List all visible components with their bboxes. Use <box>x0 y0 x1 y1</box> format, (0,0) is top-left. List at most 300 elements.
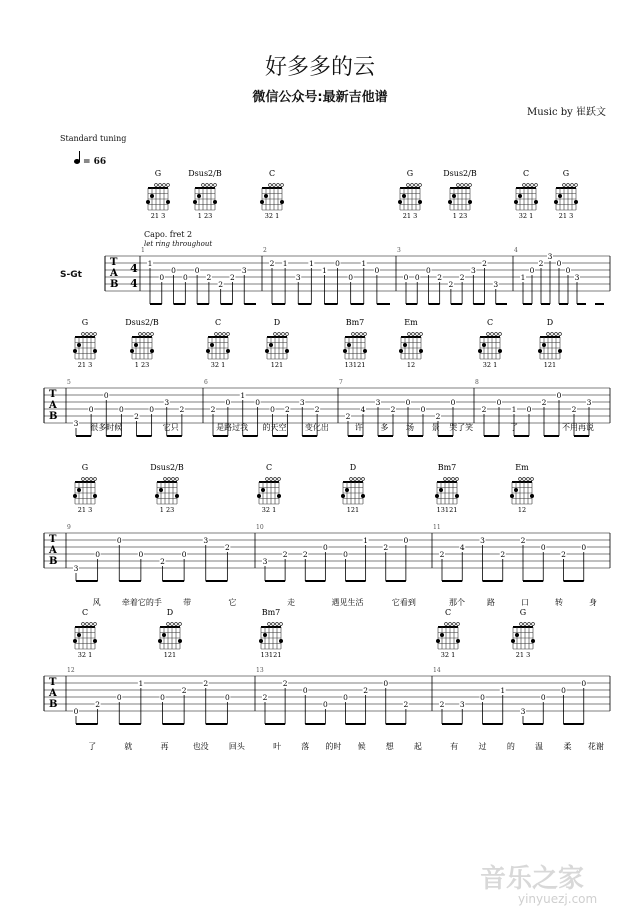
finger-dot <box>93 494 97 498</box>
fret-number: 0 <box>116 536 122 545</box>
chord-name: Bm7 <box>437 463 457 472</box>
finger-dot <box>448 200 452 204</box>
finger-dot <box>514 488 518 492</box>
lyric-syllable: 它看到 <box>391 598 416 607</box>
finger-dot <box>77 343 81 347</box>
finger-dot <box>261 488 265 492</box>
chord-name: D <box>349 463 357 472</box>
chord-name: D <box>273 318 281 327</box>
finger-dot <box>134 343 138 347</box>
finger-dot <box>455 494 459 498</box>
open-string-marker <box>82 333 85 336</box>
open-string-marker <box>519 478 522 481</box>
open-string-marker <box>90 478 93 481</box>
lyric-syllable: 的 <box>506 742 515 751</box>
finger-dot <box>347 343 351 347</box>
fret-number: 1 <box>511 405 517 414</box>
chord-fingering: 32 1 <box>77 651 93 659</box>
fret-number: 2 <box>435 412 441 421</box>
open-string-marker <box>448 478 451 481</box>
open-string-marker <box>210 184 213 187</box>
open-string-marker <box>415 184 418 187</box>
fret-number: 2 <box>561 550 566 559</box>
open-string-marker <box>523 184 526 187</box>
open-string-marker <box>227 333 230 336</box>
fret-number: 0 <box>118 405 124 414</box>
chord-fingering: 32 1 <box>482 361 498 369</box>
fret-number: 1 <box>147 259 153 268</box>
lyric-syllable: 很多时候 <box>90 423 123 432</box>
lyric-syllable: 它 <box>228 598 237 607</box>
fret-number: 2 <box>224 543 230 552</box>
finger-dot <box>482 343 486 347</box>
open-string-marker <box>268 623 271 626</box>
finger-dot <box>498 349 502 353</box>
chord-fingering: 13121 <box>436 506 458 514</box>
fret-number: 2 <box>179 405 185 414</box>
fret-number: 3 <box>375 398 381 407</box>
measure-number: 14 <box>433 667 441 674</box>
chord-name: G <box>154 169 162 178</box>
open-string-marker <box>286 333 289 336</box>
tuning-label: Standard tuning <box>60 134 127 143</box>
fret-number: 2 <box>206 273 212 282</box>
fret-number: 1 <box>322 266 327 275</box>
open-string-marker <box>219 333 222 336</box>
chord-fingering: 32 1 <box>264 212 280 220</box>
open-string-marker <box>176 478 179 481</box>
fret-number: 0 <box>149 405 155 414</box>
chord-fingering: 12 <box>517 506 527 514</box>
fret-number: 0 <box>138 550 144 559</box>
open-string-marker <box>407 184 410 187</box>
chord-fingering: 21 3 <box>402 212 418 220</box>
lyric-syllable: 了 <box>510 423 518 432</box>
tab-clef-letter: B <box>49 699 58 710</box>
measure-number: 3 <box>397 247 401 254</box>
lyric-syllable: 走 <box>287 598 296 607</box>
finger-dot <box>264 194 268 198</box>
fret-number: 2 <box>181 686 187 695</box>
open-string-marker <box>274 478 277 481</box>
let-ring-label: let ring throughout <box>144 240 213 248</box>
finger-dot <box>514 200 518 204</box>
fret-number: 2 <box>282 679 288 688</box>
fret-number: 0 <box>556 391 562 400</box>
finger-dot <box>398 200 402 204</box>
tab-clef-letter: A <box>49 545 57 556</box>
measure-number: 9 <box>67 524 71 531</box>
fret-number: 3 <box>299 398 305 407</box>
open-string-marker <box>364 333 367 336</box>
fret-number: 3 <box>520 707 526 716</box>
finger-dot <box>403 343 407 347</box>
finger-dot <box>130 349 134 353</box>
song-title: 好多多的云 <box>264 55 375 80</box>
fret-number: 0 <box>581 679 587 688</box>
chord-fingering: 13121 <box>344 361 366 369</box>
fret-number: 3 <box>459 700 465 709</box>
time-signature-top: 4 <box>130 262 138 275</box>
finger-dot <box>155 494 159 498</box>
tempo-value: = 66 <box>83 157 107 167</box>
fret-number: 0 <box>194 266 200 275</box>
fret-number: 0 <box>255 398 261 407</box>
fret-number: 0 <box>181 550 187 559</box>
fret-number: 2 <box>439 700 445 709</box>
fret-number: 2 <box>269 259 275 268</box>
finger-dot <box>285 349 289 353</box>
fret-number: 2 <box>448 280 454 289</box>
fret-number: 2 <box>541 398 547 407</box>
lyric-syllable: 带 <box>183 598 192 607</box>
fret-number: 0 <box>480 693 485 702</box>
open-string-marker <box>445 623 448 626</box>
fret-number: 1 <box>138 679 144 688</box>
chord-fingering: 121 <box>543 361 557 369</box>
open-string-marker <box>453 623 456 626</box>
tab-clef-letter: T <box>49 389 57 400</box>
chord-name: D <box>546 318 554 327</box>
open-string-marker <box>276 623 279 626</box>
open-string-marker <box>206 184 209 187</box>
open-string-marker <box>281 184 284 187</box>
fret-number: 3 <box>73 419 79 428</box>
chord-name: D <box>166 608 174 617</box>
fret-number: 3 <box>586 398 592 407</box>
open-string-marker <box>411 184 414 187</box>
fret-number: 0 <box>225 398 231 407</box>
lyric-syllable: 哭了笑 <box>449 423 474 432</box>
open-string-marker <box>495 333 498 336</box>
fret-number: 2 <box>210 405 216 414</box>
open-string-marker <box>452 478 455 481</box>
open-string-marker <box>86 333 89 336</box>
open-string-marker <box>270 478 273 481</box>
measure-number: 7 <box>339 379 343 386</box>
finger-dot <box>439 488 443 492</box>
finger-dot <box>259 639 263 643</box>
finger-dot <box>277 494 281 498</box>
finger-dot <box>178 639 182 643</box>
open-string-marker <box>555 333 558 336</box>
lyric-syllable: 有 <box>450 742 459 751</box>
tab-clef-letter: T <box>49 534 57 545</box>
open-string-marker <box>559 333 562 336</box>
chord-fingering: 21 3 <box>77 361 93 369</box>
open-string-marker <box>215 333 218 336</box>
finger-dot <box>166 200 170 204</box>
fret-number: 0 <box>270 405 275 414</box>
finger-dot <box>265 349 269 353</box>
lyric-syllable: 的天空 <box>262 423 287 432</box>
chord-fingering: 121 <box>346 506 360 514</box>
fret-number: 0 <box>343 693 348 702</box>
fret-number: 2 <box>282 550 288 559</box>
lyric-syllable: 变化出 <box>304 423 329 432</box>
fret-number: 3 <box>547 252 553 261</box>
fret-number: 3 <box>262 557 268 566</box>
fret-number: 0 <box>88 405 94 414</box>
open-string-marker <box>532 623 535 626</box>
fret-number: 2 <box>403 700 409 709</box>
chord-fingering: 1 23 <box>197 212 213 220</box>
open-string-marker <box>82 478 85 481</box>
fret-number: 2 <box>302 550 308 559</box>
fret-number: 3 <box>493 280 499 289</box>
finger-dot <box>478 349 482 353</box>
measure-number: 11 <box>433 524 441 531</box>
open-string-marker <box>214 184 217 187</box>
finger-dot <box>73 349 77 353</box>
finger-dot <box>558 349 562 353</box>
open-string-marker <box>273 184 276 187</box>
finger-dot <box>260 200 264 204</box>
open-string-marker <box>356 333 359 336</box>
open-string-marker <box>143 333 146 336</box>
fret-number: 0 <box>420 405 426 414</box>
tab-clef-letter: A <box>49 400 57 411</box>
fret-number: 2 <box>571 405 577 414</box>
open-string-marker <box>461 184 464 187</box>
finger-dot <box>538 349 542 353</box>
open-string-marker <box>358 478 361 481</box>
lyric-syllable: 起 <box>413 742 422 751</box>
chord-fingering: 13121 <box>260 651 282 659</box>
finger-dot <box>269 343 273 347</box>
fret-number: 2 <box>439 550 445 559</box>
finger-dot <box>73 639 77 643</box>
finger-dot <box>150 349 154 353</box>
lyric-syllable: 温 <box>535 742 544 751</box>
fret-number: 0 <box>182 273 188 282</box>
open-string-marker <box>527 478 530 481</box>
fret-number: 0 <box>496 398 502 407</box>
chord-fingering: 121 <box>270 361 284 369</box>
finger-dot <box>77 488 81 492</box>
finger-dot <box>542 343 546 347</box>
open-string-marker <box>524 623 527 626</box>
finger-dot <box>530 494 534 498</box>
chord-fingering: 32 1 <box>440 651 456 659</box>
fret-number: 0 <box>403 273 409 282</box>
fret-number: 2 <box>538 259 544 268</box>
fret-number: 0 <box>224 693 230 702</box>
finger-dot <box>418 200 422 204</box>
finger-dot <box>343 349 347 353</box>
open-string-marker <box>360 333 363 336</box>
finger-dot <box>279 639 283 643</box>
fret-number: 0 <box>343 550 348 559</box>
lyric-syllable: 的时 <box>325 742 342 751</box>
finger-dot <box>554 200 558 204</box>
chord-name: C <box>81 608 89 617</box>
tab-clef-letter: T <box>110 257 118 268</box>
composer-credit: Music by 崔跃文 <box>526 107 606 118</box>
fret-number: 0 <box>335 259 340 268</box>
lyric-syllable: 遇见生活 <box>331 598 364 607</box>
open-string-marker <box>167 184 170 187</box>
fret-number: 0 <box>426 266 431 275</box>
finger-dot <box>435 494 439 498</box>
fret-number: 2 <box>481 405 487 414</box>
fret-number: 0 <box>540 543 546 552</box>
open-string-marker <box>352 333 355 336</box>
finger-dot <box>280 200 284 204</box>
open-string-marker <box>408 333 411 336</box>
fret-number: 2 <box>134 412 139 421</box>
open-string-marker <box>94 333 97 336</box>
fret-number: 0 <box>383 679 389 688</box>
finger-dot <box>440 633 444 637</box>
open-string-marker <box>456 478 459 481</box>
chord-name: G <box>406 169 414 178</box>
chord-name: G <box>81 318 89 327</box>
chord-name: Em <box>515 463 529 472</box>
open-string-marker <box>280 623 283 626</box>
fret-number: 0 <box>348 273 354 282</box>
fret-number: 4 <box>360 405 366 414</box>
fret-number: 0 <box>561 686 566 695</box>
chord-fingering: 32 1 <box>518 212 534 220</box>
fret-number: 1 <box>308 259 314 268</box>
open-string-marker <box>147 333 150 336</box>
open-string-marker <box>94 478 97 481</box>
open-string-marker <box>172 478 175 481</box>
chord-name: Dsus2/B <box>150 463 184 472</box>
lyric-syllable: 路 <box>487 598 495 607</box>
open-string-marker <box>531 184 534 187</box>
finger-dot <box>150 194 154 198</box>
open-string-marker <box>278 478 281 481</box>
open-string-marker <box>350 478 353 481</box>
open-string-marker <box>499 333 502 336</box>
fret-number: 2 <box>262 693 268 702</box>
fret-number: 0 <box>565 266 571 275</box>
finger-dot <box>511 639 515 643</box>
finger-dot <box>468 200 472 204</box>
finger-dot <box>534 200 538 204</box>
open-string-marker <box>167 623 170 626</box>
open-string-marker <box>202 184 205 187</box>
finger-dot <box>558 194 562 198</box>
finger-dot <box>77 633 81 637</box>
lyric-syllable: 身 <box>589 598 597 607</box>
fret-number: 3 <box>203 536 209 545</box>
chord-fingering: 121 <box>163 651 177 659</box>
lyric-syllable: 想 <box>385 742 394 751</box>
open-string-marker <box>139 333 142 336</box>
chord-fingering: 1 23 <box>452 212 468 220</box>
finger-dot <box>345 488 349 492</box>
chord-fingering: 21 3 <box>515 651 531 659</box>
lyric-syllable: 不用再说 <box>562 423 594 432</box>
open-string-marker <box>520 623 523 626</box>
fret-number: 1 <box>500 686 506 695</box>
lyric-syllable: 牵着它的手 <box>121 598 162 607</box>
measure-number: 13 <box>256 667 264 674</box>
lyric-syllable: 转 <box>555 598 563 607</box>
open-string-marker <box>278 333 281 336</box>
chord-name: Dsus2/B <box>125 318 159 327</box>
open-string-marker <box>179 623 182 626</box>
lyric-syllable: 叶 <box>273 742 282 751</box>
finger-dot <box>93 639 97 643</box>
open-string-marker <box>491 333 494 336</box>
song-subtitle: 微信公众号:最新吉他谱 <box>252 90 388 105</box>
open-string-marker <box>274 333 277 336</box>
open-string-marker <box>223 333 226 336</box>
chord-name: C <box>522 169 530 178</box>
chord-name: Bm7 <box>261 608 281 617</box>
fret-number: 1 <box>240 391 246 400</box>
fret-number: 4 <box>459 543 465 552</box>
finger-dot <box>452 194 456 198</box>
fret-number: 0 <box>540 693 546 702</box>
fret-number: 1 <box>363 536 369 545</box>
fret-number: 3 <box>470 266 476 275</box>
open-string-marker <box>277 184 280 187</box>
lyric-syllable: 那个 <box>449 598 465 607</box>
fret-number: 3 <box>480 536 485 545</box>
open-string-marker <box>575 184 578 187</box>
open-string-marker <box>269 184 272 187</box>
fret-number: 3 <box>241 266 247 275</box>
finger-dot <box>419 349 423 353</box>
chord-name: C <box>444 608 452 617</box>
chord-fingering: 21 3 <box>77 506 93 514</box>
open-string-marker <box>420 333 423 336</box>
fret-number: 0 <box>159 273 165 282</box>
finger-dot <box>175 494 179 498</box>
lyric-syllable: 回头 <box>228 742 245 751</box>
fret-number: 2 <box>482 259 487 268</box>
finger-dot <box>531 639 535 643</box>
fret-number: 2 <box>383 543 389 552</box>
chord-fingering: 12 <box>406 361 416 369</box>
chord-name: Em <box>404 318 418 327</box>
fret-number: 2 <box>363 686 369 695</box>
fret-number: 0 <box>526 405 532 414</box>
fret-number: 0 <box>95 550 101 559</box>
measure-number: 5 <box>67 379 71 386</box>
open-string-marker <box>547 333 550 336</box>
open-string-marker <box>151 333 154 336</box>
open-string-marker <box>416 333 419 336</box>
open-string-marker <box>444 478 447 481</box>
fret-number: 2 <box>500 550 506 559</box>
fret-number: 0 <box>374 266 380 275</box>
lyric-syllable: 候 <box>357 742 366 751</box>
fret-number: 0 <box>450 398 456 407</box>
fret-number: 3 <box>164 398 170 407</box>
lyric-syllable: 也没 <box>192 742 209 751</box>
measure-number: 2 <box>263 247 267 254</box>
chord-fingering: 32 1 <box>261 506 277 514</box>
chord-name: Dsus2/B <box>188 169 222 178</box>
fret-number: 2 <box>437 273 443 282</box>
chord-name: C <box>486 318 494 327</box>
open-string-marker <box>523 478 526 481</box>
open-string-marker <box>362 478 365 481</box>
lyric-syllable: 花谢 <box>587 742 604 751</box>
open-string-marker <box>535 184 538 187</box>
chord-fingering: 32 1 <box>210 361 226 369</box>
watermark-url: yinyuezj.com <box>518 892 598 906</box>
capo-label: Capo. fret 2 <box>144 230 193 239</box>
fret-number: 0 <box>581 543 587 552</box>
lyric-syllable: 再 <box>160 742 169 751</box>
